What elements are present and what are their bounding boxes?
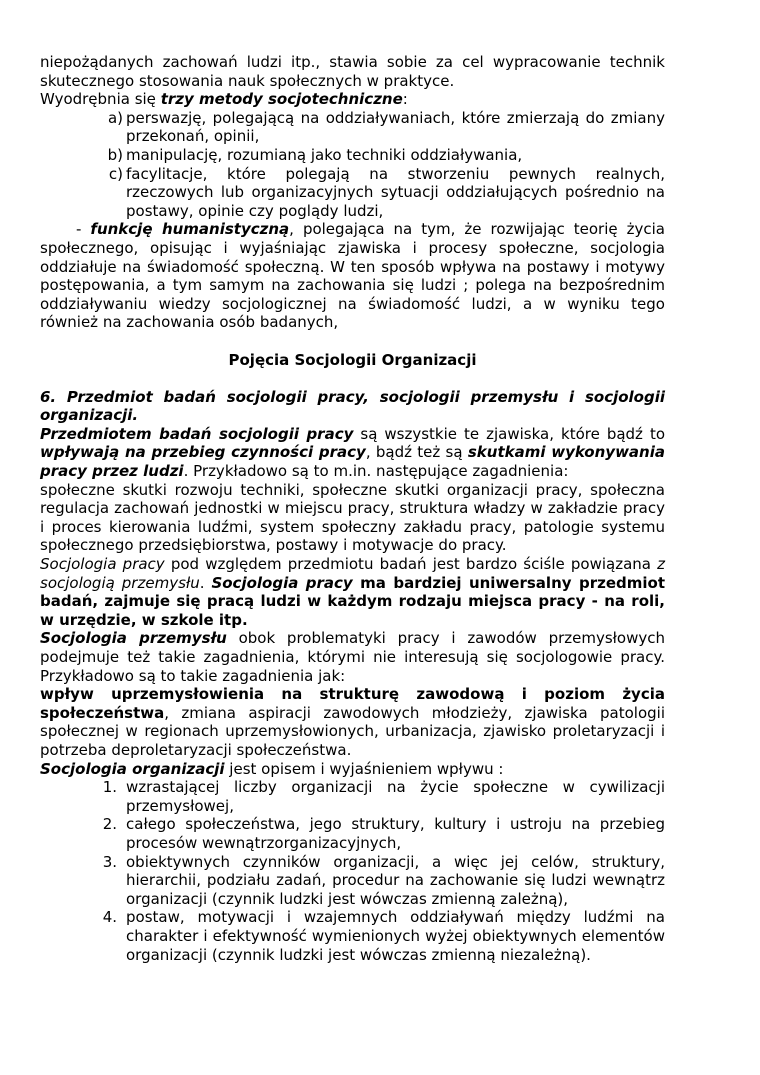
work-sociology-paragraph xyxy=(40,555,665,629)
intro-paragraph: niepożądanych zachowań ludzi itp., stawia sobie za cel wypracowanie technik skutecznego stosowania nauk społecznych w praktyce. xyxy=(40,53,665,90)
subject-t2: , bądź też są xyxy=(365,443,468,462)
organization-bi1: Socjologia organizacji xyxy=(40,759,225,778)
list-item xyxy=(102,815,665,852)
effects-paragraph: społeczne skutki rozwoju techniki, społeczne skutki organizacji pracy, społeczna regulacja zachowań jednostki w miejscu pracy, struktura władzy w zakładzie pracy i proces kierowania ludźmi, system społeczny zakładu pracy, patologie systemu społecznego przedsiębiorstwa, postawy i motywacje do pracy. xyxy=(40,480,665,555)
organization-t1: jest opisem i wyjaśnieniem wpływu : xyxy=(224,759,504,778)
humanist-text: , polegająca na tym, że rozwijając teorię życia społecznego, opisując i wyjaśniając zjawiska i procesy społeczne, socjologia oddziałuje na świadomość społeczną. W ten sposób wpływa na postawy i motywy postępowania, a tym samym na zachowania się ludzi ; polega na bezpośrednim oddziaływaniu wiedzy socjologicznej na świadomość ludzi, a w wyniku tego również na zachowania osób badanych, xyxy=(40,220,665,332)
list-item xyxy=(102,908,665,964)
industrialization-b1: wpływ uprzemysłowienia na strukturę zawodową i poziom życia społeczeństwa xyxy=(40,685,665,722)
work-i1: Socjologia pracy xyxy=(40,555,165,574)
industry-t1: obok problematyki pracy i zawodów przemysłowych podejmuje też takie zagadnienia, którymi nie interesują się socjologowie pracy. Przykładowo są to takie zagadnienia jak: xyxy=(40,629,666,685)
list-item-text: obiektywnych czynników organizacji, a więc jej celów, struktury, hierarchii, podziału zadań, procedur na zachowanie się ludzi wewnątrz organizacji (czynnik ludzki jest wówczas zmienną zależną), xyxy=(126,852,665,908)
industry-bi1: Socjologia przemysłu xyxy=(40,629,227,648)
work-t2: . xyxy=(199,573,212,592)
subject-b3: skutkami wykonywania pracy przez ludzi xyxy=(40,443,665,481)
methods-list xyxy=(40,109,665,221)
list-item xyxy=(107,108,665,146)
subject-paragraph xyxy=(40,425,665,481)
question-heading: 6. Przedmiot badań socjologii pracy, socjologii przemysłu i socjologii organizacji. xyxy=(40,387,665,425)
work-b1: ma bardziej uniwersalny przedmiot badań, zajmuje się pracą ludzi w każdym rodzaju miejsca pracy - na roli, w urzędzie, w szkole itp. xyxy=(40,573,665,629)
list-marker: 4. xyxy=(102,908,117,927)
humanist-paragraph xyxy=(40,220,665,332)
subject-t1: są wszystkie te zjawiska, które bądź to xyxy=(353,424,665,443)
humanist-pre: - xyxy=(40,220,91,239)
list-marker: 2. xyxy=(102,815,117,834)
list-marker: b) xyxy=(107,145,123,164)
work-i2: z socjologią przemysłu xyxy=(40,555,665,592)
subject-t3: . Przykładowo są to m.in. następujące zagadnienia: xyxy=(183,462,569,481)
list-item xyxy=(108,164,665,221)
methods-intro-pre: Wyodrębnia się xyxy=(40,90,161,109)
list-item-text: wzrastającej liczby organizacji na życie społeczne w cywilizacji przemysłowej, xyxy=(126,778,665,815)
work-bi1: Socjologia pracy xyxy=(211,573,353,592)
list-item-text: facylitacje, które polegają na stworzeniu pewnych realnych, rzeczowych lub organizacyjnych sytuacji oddziałujących pośrednio na postawy, opinie czy poglądy ludzi, xyxy=(126,164,665,220)
work-t1: pod względem przedmiotu badań jest bardzo ściśle powiązana xyxy=(164,555,658,574)
section-heading: Pojęcia Socjologii Organizacji xyxy=(228,350,477,369)
subject-b2: wpływają na przebieg czynności pracy xyxy=(40,443,366,462)
list-item-text: perswazję, polegającą na oddziaływaniach, które zmierzają do zmiany przekonań, opinii, xyxy=(126,108,665,146)
methods-intro xyxy=(40,90,665,109)
list-marker: 1. xyxy=(102,778,117,797)
list-item xyxy=(102,778,665,815)
subject-b1: Przedmiotem badań socjologii pracy xyxy=(40,424,354,443)
methods-intro-bold: trzy metody socjotechniczne xyxy=(160,90,403,109)
list-marker: a) xyxy=(107,108,123,127)
influences-list xyxy=(40,778,665,964)
list-item xyxy=(107,145,665,165)
list-marker: c) xyxy=(108,164,123,183)
industrialization-paragraph xyxy=(40,685,665,759)
industrialization-t1: , zmiana aspiracji zawodowych młodzieży, zjawiska patologii społecznej w regionach uprzemysłowionych, urbanizacja, zjawisko proletaryzacji i potrzeba deproletaryzacji społeczeństwa. xyxy=(40,703,665,759)
humanist-bold: funkcję humanistyczną xyxy=(90,220,290,239)
organization-sociology-paragraph xyxy=(40,760,665,779)
list-item-text: postaw, motywacji i wzajemnych oddziaływań między ludźmi na charakter i efektywność wymienionych wyżej obiektywnych elementów organizacji (czynnik ludzki jest wówczas zmienną niezależną). xyxy=(126,908,665,964)
list-marker: 3. xyxy=(102,852,117,871)
list-item-text: całego społeczeństwa, jego struktury, kultury i ustroju na przebieg procesów wewnątrzorganizacyjnych, xyxy=(126,815,665,852)
list-item-text: manipulację, rozumianą jako techniki oddziaływania, xyxy=(126,145,523,164)
document-page xyxy=(40,53,665,964)
list-item xyxy=(102,852,665,909)
methods-intro-post: : xyxy=(402,90,408,109)
industry-sociology-paragraph xyxy=(40,629,665,685)
